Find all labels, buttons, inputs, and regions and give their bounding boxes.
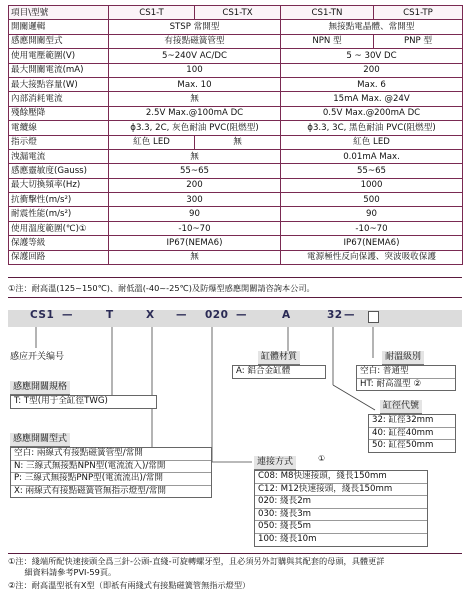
row-label: 使用溫度範圍(℃)① bbox=[9, 221, 109, 235]
temp-head: 耐溫級別 bbox=[382, 351, 424, 365]
cell-reed: 無 bbox=[109, 92, 281, 106]
cell-reed: 100 bbox=[109, 63, 281, 77]
list-item: 空白: 兩線式有接點磁簧管型/常開 bbox=[11, 448, 211, 461]
list-item: 020: 綫長2m bbox=[255, 496, 427, 509]
cell-solid: IP67(NEMA6) bbox=[281, 236, 463, 250]
bottom-note-2: ②注：耐高溫型祇有X型（即祇有兩綫式有接點磁簧管無指示燈型） bbox=[8, 580, 251, 590]
row-label: 保護等級 bbox=[9, 236, 109, 250]
cell-tx: 無 bbox=[195, 135, 281, 149]
notes-divider bbox=[8, 553, 462, 554]
row-label: 感應靈敏度(Gauss) bbox=[9, 164, 109, 178]
list-item: HT: 耐高溫型 ② bbox=[360, 378, 422, 389]
row-label: 殘餘壓降 bbox=[9, 106, 109, 120]
cell-solid: 0.5V Max.@200mA DC bbox=[281, 106, 463, 120]
list-item: A: 鋁合金缸體 bbox=[236, 366, 291, 376]
list-item: 030: 綫長3m bbox=[255, 509, 427, 522]
list-item: 50: 缸徑50mm bbox=[372, 440, 434, 451]
row-label: 最大切換頻率(Hz) bbox=[9, 178, 109, 192]
spec-options bbox=[10, 395, 157, 409]
list-item: C12: M12快速接頭，綫長150mm bbox=[255, 484, 427, 497]
row-label: 抗衝擊性(m/s²) bbox=[9, 193, 109, 207]
code-seg-spec: T bbox=[106, 309, 114, 321]
cell-reed: 200 bbox=[109, 178, 281, 192]
row-label: 開關邏輯 bbox=[9, 20, 109, 34]
row-label: 使用電壓範圍(V) bbox=[9, 49, 109, 63]
series-label: 感应开关编号 bbox=[10, 352, 65, 362]
cell-solid: -10~70 bbox=[281, 221, 463, 235]
code-dash: — bbox=[62, 309, 73, 321]
code-dash: — bbox=[176, 309, 187, 321]
row-label: 最大開關電流(mA) bbox=[9, 63, 109, 77]
bottom-note-1: ①注：綫端所配快速接頭全爲三針-公頭-直綫-可旋轉螺牙型，且必須另外訂購與其配套的母頭，具體更詳 bbox=[8, 556, 385, 566]
cell-solid: 15mA Max. @24V bbox=[281, 92, 463, 106]
material-options bbox=[232, 365, 326, 379]
cell-solid: 無接點電晶體、常開型 bbox=[281, 20, 463, 34]
cell-solid: 200 bbox=[281, 63, 463, 77]
cell-solid: 1000 bbox=[281, 178, 463, 192]
bore-options bbox=[368, 414, 456, 453]
bottom-note-1-cont: 細資料請參考PVI-59頁。 bbox=[8, 567, 117, 577]
list-item: 40: 缸徑40mm bbox=[369, 428, 455, 441]
cell-reed: 300 bbox=[109, 193, 281, 207]
code-seg-material: A bbox=[282, 309, 291, 321]
cell-reed: 無 bbox=[109, 149, 281, 163]
cell-tn: NPN 型 bbox=[281, 34, 374, 48]
cell-t: 紅色 LED bbox=[109, 135, 195, 149]
row-label: 洩漏電流 bbox=[9, 149, 109, 163]
code-dash: — bbox=[344, 309, 355, 321]
table-footnote: ①注：耐高溫(125~150℃)、耐低溫(-40~-25℃)及防爆型感應開關請咨詢本公司。 bbox=[8, 283, 315, 293]
connect-head: 連接方式 bbox=[254, 456, 296, 470]
code-seg-series: CS1 bbox=[30, 309, 55, 321]
cell-reed: 有接點磁簧管型 bbox=[109, 34, 281, 48]
spec-head: 感應開關規格 bbox=[10, 381, 70, 395]
row-label: 最大接點容量(W) bbox=[9, 77, 109, 91]
list-item: 空白: 普通型 bbox=[357, 366, 455, 379]
bore-head: 缸徑代號 bbox=[380, 400, 422, 414]
cell-solid: 500 bbox=[281, 193, 463, 207]
code-seg-type: X bbox=[146, 309, 155, 321]
row-label: 保護回路 bbox=[9, 250, 109, 264]
row-label: 指示燈 bbox=[9, 135, 109, 149]
list-item: N: 三線式無接點NPN型(電流流入)/常開 bbox=[11, 461, 211, 474]
cell-solid: 電源極性反向保護、突波吸收保護 bbox=[281, 250, 463, 264]
type-head: 感應開關型式 bbox=[10, 433, 70, 447]
row-label: 感應開關型式 bbox=[9, 34, 109, 48]
cell-solid: 90 bbox=[281, 207, 463, 221]
list-item: 050: 綫長5m bbox=[255, 521, 427, 534]
header-cs1-tx: CS1-TX bbox=[195, 6, 281, 20]
material-head: 缸體材質 bbox=[258, 351, 300, 365]
header-cs1-tn: CS1-TN bbox=[281, 6, 374, 20]
row-label: 電纜線 bbox=[9, 121, 109, 135]
connect-note-mark: ① bbox=[318, 454, 326, 463]
list-item: T: T型(用于全缸徑TWG) bbox=[14, 396, 108, 406]
header-item: 項目\型號 bbox=[9, 6, 109, 20]
list-item: P: 三線式無接點PNP型(電流流出)/常開 bbox=[11, 473, 211, 486]
cell-reed: -10~70 bbox=[109, 221, 281, 235]
cell-solid: 紅色 LED bbox=[281, 135, 463, 149]
header-cs1-tp: CS1-TP bbox=[374, 6, 463, 20]
list-item: 32: 缸徑32mm bbox=[369, 415, 455, 428]
code-dash: — bbox=[236, 309, 247, 321]
list-item: X: 兩線式有接點磁簧管無指示燈型/常開 bbox=[14, 485, 166, 496]
cell-reed: 5~240V AC/DC bbox=[109, 49, 281, 63]
list-item: C08: M8快速接頭，綫長150mm bbox=[255, 471, 427, 484]
type-options bbox=[10, 447, 212, 498]
cell-tp: PNP 型 bbox=[374, 34, 463, 48]
temp-options bbox=[356, 365, 456, 391]
cell-reed: 2.5V Max.@100mA DC bbox=[109, 106, 281, 120]
cell-solid: Max. 6 bbox=[281, 77, 463, 91]
code-seg-connection: 020 bbox=[205, 309, 229, 321]
cell-reed: 55~65 bbox=[109, 164, 281, 178]
cell-reed: 無 bbox=[109, 250, 281, 264]
cell-solid: 55~65 bbox=[281, 164, 463, 178]
row-label: 內部消耗電流 bbox=[9, 92, 109, 106]
cell-reed: Max. 10 bbox=[109, 77, 281, 91]
cell-reed: STSP 常開型 bbox=[109, 20, 281, 34]
connect-options bbox=[254, 470, 428, 547]
list-item: 100: 綫長10m bbox=[258, 533, 317, 544]
header-cs1-t: CS1-T bbox=[109, 6, 195, 20]
cell-reed: 90 bbox=[109, 207, 281, 221]
cell-solid: ϕ3.3, 3C, 黑色耐油 PVC(阻燃型) bbox=[281, 121, 463, 135]
cell-solid: 5 ~ 30V DC bbox=[281, 49, 463, 63]
cell-solid: 0.01mA Max. bbox=[281, 149, 463, 163]
row-label: 耐震性能(m/s²) bbox=[9, 207, 109, 221]
cell-reed: IP67(NEMA6) bbox=[109, 236, 281, 250]
cell-reed: ϕ3.3, 2C, 灰色耐油 PVC(阻燃型) bbox=[109, 121, 281, 135]
code-seg-bore: 32 bbox=[327, 309, 343, 321]
